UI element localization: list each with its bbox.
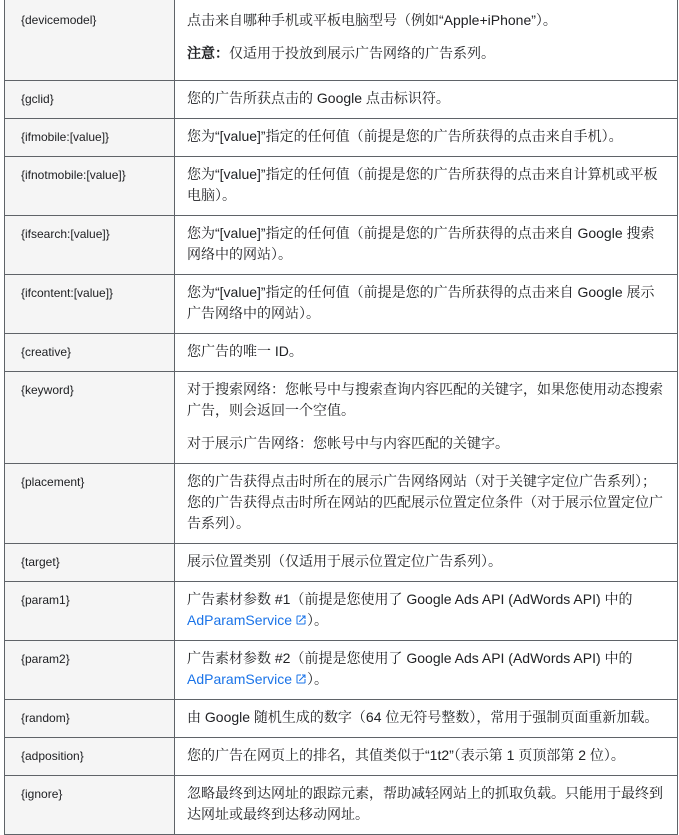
param-description-text: 忽略最终到达网址的跟踪元素，帮助减轻网站上的抓取负载。只能用于最终到达网址或最终到达移动网址。	[187, 785, 663, 822]
param-name: {creative}	[5, 334, 175, 372]
param-description	[175, 776, 678, 835]
param-name: {devicemodel}	[5, 0, 175, 81]
table-row	[5, 544, 678, 582]
table-row	[5, 776, 678, 835]
table-row	[5, 216, 678, 275]
param-description-text: 您的广告所获点击的 Google 点击标识符。	[187, 90, 450, 106]
table-row	[5, 275, 678, 334]
link-text: AdParamService	[187, 671, 293, 687]
table-row	[5, 641, 678, 700]
note-text: 仅适用于投放到展示广告网络的广告系列。	[229, 45, 495, 61]
table-row	[5, 738, 678, 776]
param-name: {random}	[5, 700, 175, 738]
desc-suffix: ）。	[307, 671, 329, 687]
param-name: {param1}	[5, 582, 175, 641]
table-row	[5, 81, 678, 119]
table-row	[5, 0, 678, 81]
param-description-text: 您为“[value]”指定的任何值（前提是您的广告所获得的点击来自 Google 搜索网络中的网站）。	[187, 225, 655, 262]
param-name: {ifcontent:[value]}	[5, 275, 175, 334]
param-description-text: 您广告的唯一 ID。	[187, 343, 303, 359]
param-description	[175, 0, 678, 81]
param-description	[175, 544, 678, 582]
param-name: {ifnotmobile:[value]}	[5, 157, 175, 216]
param-name: {adposition}	[5, 738, 175, 776]
param-name: {target}	[5, 544, 175, 582]
table-row	[5, 700, 678, 738]
param-name: {param2}	[5, 641, 175, 700]
parameters-table	[4, 0, 678, 835]
link-text: AdParamService	[187, 612, 293, 628]
param-description	[175, 119, 678, 157]
param-description-text: 对于展示广告网络：您帐号中与内容匹配的关键字。	[187, 435, 509, 451]
param-description-text: 展示位置类别（仅适用于展示位置定位广告系列）。	[187, 553, 502, 569]
param-description	[175, 275, 678, 334]
param-description-text: 您为“[value]”指定的任何值（前提是您的广告所获得的点击来自 Google 展示广告网络中的网站）。	[187, 284, 655, 321]
param-description	[175, 582, 678, 641]
param-description	[175, 216, 678, 275]
table-row	[5, 464, 678, 544]
param-name: {ifmobile:[value]}	[5, 119, 175, 157]
param-name: {ignore}	[5, 776, 175, 835]
param-description	[175, 372, 678, 464]
param-description-text: 您为“[value]”指定的任何值（前提是您的广告所获得的点击来自计算机或平板电脑）。	[187, 166, 658, 203]
table-row	[5, 119, 678, 157]
param-description	[175, 700, 678, 738]
external-link-icon	[295, 614, 307, 626]
external-link-icon	[295, 673, 307, 685]
table-row	[5, 157, 678, 216]
desc-prefix: 广告素材参数 #1（前提是您使用了 Google Ads API (AdWords API) 中的	[187, 591, 633, 607]
param-description	[175, 81, 678, 119]
param-description-text	[187, 589, 665, 631]
table-row	[5, 334, 678, 372]
param-description	[175, 641, 678, 700]
param-description-text: 您的广告获得点击时所在的展示广告网络网站（对于关键字定位广告系列）；您的广告获得点击时所在网站的匹配展示位置定位条件（对于展示位置定位广告系列）。	[187, 473, 663, 531]
param-description-text: 由 Google 随机生成的数字（64 位无符号整数），常用于强制页面重新加载。	[187, 709, 659, 725]
table-row	[5, 582, 678, 641]
param-description-text	[187, 648, 665, 690]
param-name: {placement}	[5, 464, 175, 544]
adparamservice-link[interactable]	[187, 671, 307, 687]
adparamservice-link[interactable]	[187, 612, 307, 628]
param-note	[187, 43, 665, 64]
param-description	[175, 464, 678, 544]
param-description-text: 您为“[value]”指定的任何值（前提是您的广告所获得的点击来自手机）。	[187, 128, 623, 144]
note-label: 注意：	[187, 45, 229, 61]
param-description-text: 点击来自哪种手机或平板电脑型号（例如“Apple+iPhone”）。	[187, 12, 557, 28]
param-description	[175, 157, 678, 216]
desc-suffix: ）。	[307, 612, 329, 628]
param-description	[175, 738, 678, 776]
table-row	[5, 372, 678, 464]
param-description	[175, 334, 678, 372]
param-description-text: 对于搜索网络：您帐号中与搜索查询内容匹配的关键字，如果您使用动态搜索广告，则会返回一个空值。	[187, 381, 663, 418]
param-name: {ifsearch:[value]}	[5, 216, 175, 275]
param-name: {gclid}	[5, 81, 175, 119]
param-description-text: 您的广告在网页上的排名，其值类似于“1t2”（表示第 1 页顶部第 2 位）。	[187, 747, 625, 763]
desc-prefix: 广告素材参数 #2（前提是您使用了 Google Ads API (AdWords API) 中的	[187, 650, 633, 666]
param-name: {keyword}	[5, 372, 175, 464]
